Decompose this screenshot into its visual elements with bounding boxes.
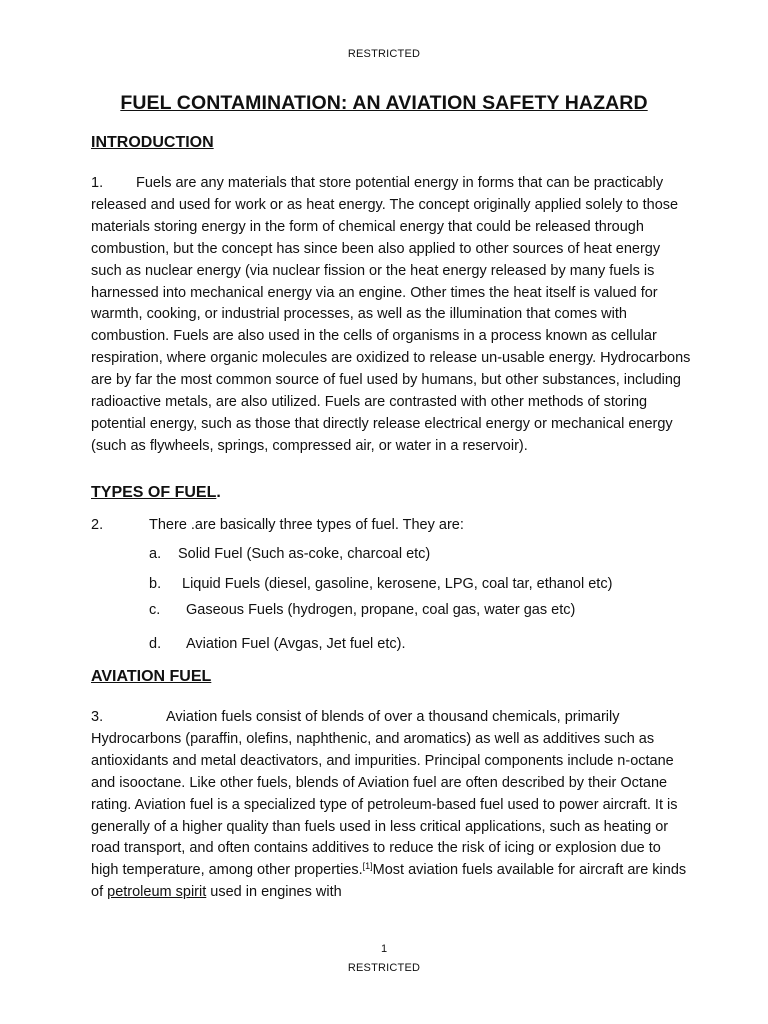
para-number: 1. <box>91 175 104 191</box>
list-item-letter: c. <box>149 602 161 618</box>
list-item-text: Liquid Fuels (diesel, gasoline, kerosene, LPG, coal tar, ethanol etc) <box>182 576 613 592</box>
section-heading-introduction: INTRODUCTION <box>91 134 214 151</box>
intro-paragraph <box>91 173 691 458</box>
para-number: 2. <box>91 517 104 533</box>
section-heading-aviation: AVIATION FUEL <box>91 668 212 685</box>
footer-classification: RESTRICTED <box>347 962 421 974</box>
petroleum-spirit-link[interactable]: petroleum spirit <box>107 884 207 901</box>
list-item-text: Aviation Fuel (Avgas, Jet fuel etc). <box>186 636 406 652</box>
page-number: 1 <box>380 943 388 955</box>
aviation-text-cont: Most aviation fuels available for aircraft are kinds of <box>91 862 687 901</box>
para-number: 3. <box>91 709 104 725</box>
intro-text: Fuels are any materials that store potential energy in forms that can be practicably released and used for work or as heat energy. The concept originally applied solely to those materials storing energy in the form of chemical energy that could be released through combustion, but the concept has since been also applied to other sources of heat energy such as nuclear energy (via nuclear fission or the heat energy released by many fuels is harnessed into mechanical energy via an engine. Other times the heat itself is valued for warmth, cooking, or industrial processes, as well as the illumination that comes with combustion. Fuels are also used in the cells of organisms in a process known as cellular respiration, where organic molecules are oxidized to release un-usable energy. Hydrocarbons are by far the most common source of fuel used by humans, but other substances, including radioactive metals, are also utilized. Fuels are contrasted with other methods of storing potential energy, such as those that directly release electrical energy or mechanical energy (such as flywheels, springs, compressed air, or water in a reservoir). <box>91 175 691 454</box>
aviation-text-cont: used in engines with <box>206 884 342 901</box>
types-intro-text: There .are basically three types of fuel. They are: <box>149 517 464 533</box>
types-heading-suffix: . <box>216 484 221 501</box>
list-item-letter: d. <box>149 636 162 652</box>
list-item-letter: b. <box>149 576 162 592</box>
document-title: FUEL CONTAMINATION: AN AVIATION SAFETY HAZARD <box>120 92 648 114</box>
list-item-text: Solid Fuel (Such as-coke, charcoal etc) <box>178 546 431 562</box>
list-item-letter: a. <box>149 546 162 562</box>
section-heading-types <box>91 484 221 502</box>
types-heading-text: TYPES OF FUEL <box>91 484 217 501</box>
list-item-text: Gaseous Fuels (hydrogen, propane, coal gas, water gas etc) <box>186 602 576 618</box>
footnote-reference[interactable]: [1] <box>362 861 373 872</box>
aviation-text: Aviation fuels consist of blends of over a thousand chemicals, primarily Hydrocarbons (paraffin, olefins, naphthenic, and aromatics) as well as additives such as antioxidants and metal deactivators, and impurities. Principal components include n-octane and isooctane. Like other fuels, blends of Aviation fuel are often described by their Octane rating. Aviation fuel is a specialized type of petroleum-based fuel used to power aircraft. It is generally of a higher quality than fuels used in less critical applications, such as heating or road transport, and often contains additives to reduce the risk of icing or explosion due to high temperature, among other properties. <box>91 709 678 879</box>
aviation-paragraph <box>91 707 691 904</box>
header-classification: RESTRICTED <box>347 48 421 60</box>
